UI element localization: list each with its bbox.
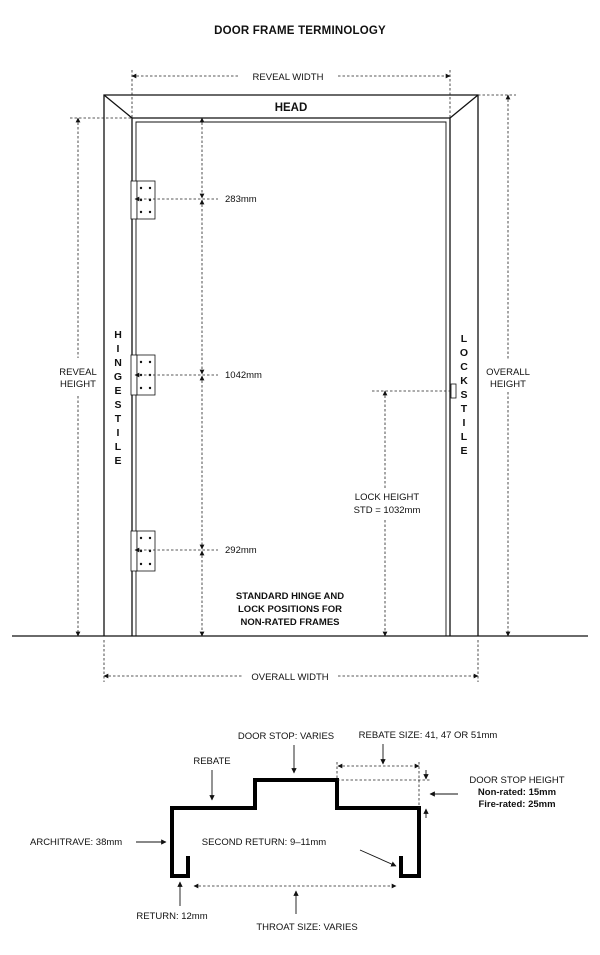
- overall-height-dimension: [478, 95, 530, 636]
- lock-stile-letter: T: [460, 403, 468, 415]
- hinge-stile-letter: L: [114, 441, 122, 453]
- non-rated-value: 15mm: [528, 787, 557, 798]
- reveal-height-label-1: REVEAL: [59, 367, 97, 378]
- hinge-top: [131, 181, 155, 219]
- hinge-stile-letter: I: [116, 343, 120, 355]
- fire-rated-value: 25mm: [528, 799, 556, 810]
- hinge-stile-letter: N: [114, 357, 122, 369]
- return-label: RETURN: 12mm: [136, 911, 208, 922]
- lock-height-std: STD = 1032mm: [353, 505, 421, 516]
- note-line-2: LOCK POSITIONS FOR: [238, 604, 342, 615]
- rebate-size-label: REBATE SIZE: 41, 47 OR 51mm: [358, 730, 498, 741]
- lock-stile-letter: L: [460, 431, 468, 443]
- door-frame: [104, 95, 478, 636]
- lock-stile-letter: I: [462, 417, 466, 429]
- standard-positions-note: [236, 591, 344, 628]
- non-rated-label: Non-rated:: [477, 787, 526, 798]
- reveal-width-label: REVEAL WIDTH: [252, 72, 324, 83]
- overall-height-label-1: OVERALL: [486, 367, 530, 378]
- note-line-1: STANDARD HINGE AND: [235, 591, 345, 602]
- lock-height-label: LOCK HEIGHT: [354, 492, 420, 503]
- lock-height-dimension: [354, 391, 450, 636]
- throat-size-callout: [194, 886, 396, 933]
- hinge-position-283: 283mm: [225, 194, 257, 205]
- architrave-label: ARCHITRAVE: 38mm: [30, 837, 123, 848]
- hinge-stile-letter: T: [114, 413, 122, 425]
- lock-stile-letter: O: [459, 347, 469, 359]
- hinge-stile-letter: I: [116, 427, 120, 439]
- overall-width-label: OVERALL WIDTH: [251, 672, 329, 683]
- door-stop-height-label: DOOR STOP HEIGHT: [469, 775, 565, 786]
- architrave-callout: [30, 837, 166, 848]
- hinge-stile-letter: S: [114, 399, 122, 411]
- overall-height-label-2: HEIGHT: [490, 379, 526, 390]
- note-line-3: NON-RATED FRAMES: [240, 617, 340, 628]
- lock-stile-letter: S: [460, 389, 468, 401]
- hinge-stile-letter: G: [113, 371, 123, 383]
- head-label: HEAD: [274, 102, 308, 114]
- fire-rated-label: Fire-rated:: [478, 799, 526, 810]
- second-return-label: SECOND RETURN: 9–11mm: [201, 837, 327, 848]
- rebate-size-callout: [337, 730, 497, 808]
- non-rated-line: [478, 787, 556, 798]
- hinge-bottom: [131, 531, 155, 571]
- fire-rated-line: [478, 799, 555, 810]
- throat-size-label: THROAT SIZE: VARIES: [256, 922, 358, 933]
- lock-stile-letter: K: [460, 375, 468, 387]
- overall-width-dimension: [104, 640, 478, 683]
- hinge-stile-label: [114, 329, 122, 467]
- reveal-height-label-2: HEIGHT: [60, 379, 96, 390]
- hinge-stile-letter: H: [114, 329, 122, 341]
- second-return-callout: [202, 837, 396, 866]
- door-stop-label: DOOR STOP: VARIES: [237, 731, 335, 742]
- door-stop-callout: [238, 731, 334, 773]
- rebate-label: REBATE: [193, 756, 231, 767]
- hinge-position-292: 292mm: [225, 545, 257, 556]
- lock-strike: [451, 384, 456, 398]
- return-callout: [136, 882, 207, 922]
- frame-profile: [172, 780, 419, 876]
- lock-stile-label: [460, 333, 468, 457]
- lock-stile-letter: L: [460, 333, 468, 345]
- rebate-callout: [193, 756, 230, 800]
- lock-stile-letter: C: [460, 361, 468, 373]
- hinge-stile-letter: E: [114, 455, 122, 467]
- door-stop-height-callout: [337, 770, 565, 818]
- hinge-stile-letter: E: [114, 385, 122, 397]
- hinge-position-1042: 1042mm: [225, 370, 262, 381]
- hinge-middle: [131, 355, 155, 395]
- diagram-title: DOOR FRAME TERMINOLOGY: [214, 25, 386, 37]
- lock-stile-letter: E: [460, 445, 468, 457]
